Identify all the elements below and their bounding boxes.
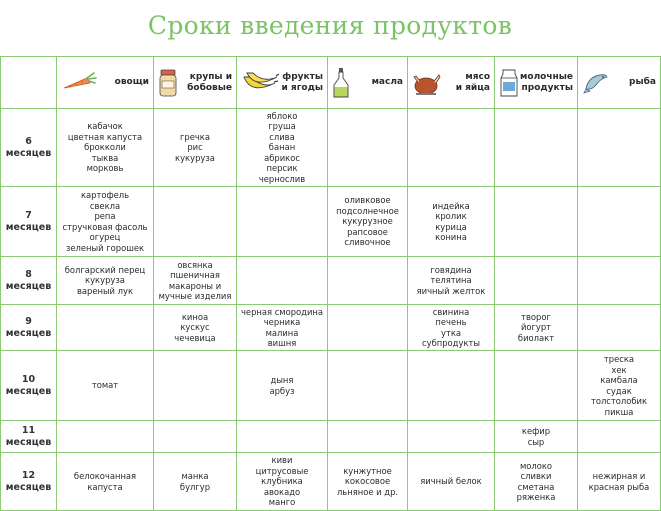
month-label: 6 месяцев <box>1 109 57 187</box>
table-row <box>1 305 661 351</box>
fish-icon <box>582 69 610 97</box>
food-introduction-table <box>0 56 660 508</box>
table-cell <box>495 351 578 421</box>
table-row <box>1 351 661 421</box>
table-cell <box>495 187 578 257</box>
page-title: Сроки введения продуктов <box>147 11 513 40</box>
table-cell: творог йогурт биолакт <box>495 305 578 351</box>
table-cell <box>578 187 661 257</box>
table-cell: черная смородина черника малина вишня <box>237 305 328 351</box>
corner-cell <box>1 57 57 109</box>
table-cell <box>495 109 578 187</box>
table-cell <box>57 421 154 453</box>
banana-icon <box>241 69 281 97</box>
carrot-icon <box>61 70 99 96</box>
table-cell: кабачок цветная капуста брокколи тыква морковь <box>57 109 154 187</box>
table-cell: свинина печень утка субпродукты <box>408 305 495 351</box>
column-label: овощи <box>114 77 149 88</box>
table-cell <box>57 305 154 351</box>
table-cell: молоко сливки сметана ряженка <box>495 453 578 511</box>
month-label: 8 месяцев <box>1 257 57 305</box>
table-cell: нежирная и красная рыба <box>578 453 661 511</box>
table-row <box>1 421 661 453</box>
table-cell: треска хек камбала судак толстолобик пикша <box>578 351 661 421</box>
column-label: крупы и бобовые <box>187 72 232 93</box>
table-row <box>1 109 661 187</box>
table-cell: манка булгур <box>154 453 237 511</box>
column-header-fruits <box>237 57 328 109</box>
table-cell <box>154 421 237 453</box>
table-cell: индейка кролик курица конина <box>408 187 495 257</box>
column-label: масла <box>371 77 403 88</box>
table-cell: овсянка пшеничная макароны и мучные изделия <box>154 257 237 305</box>
table-cell: кефир сыр <box>495 421 578 453</box>
column-header-meat <box>408 57 495 109</box>
poultry-icon <box>412 69 442 97</box>
table-cell <box>408 109 495 187</box>
oil-bottle-icon <box>332 67 350 99</box>
column-label: рыба <box>629 77 656 88</box>
column-header-oils <box>328 57 408 109</box>
table-cell <box>237 421 328 453</box>
table-cell: оливковое подсолнечное кукурузное рапсовое сливочное <box>328 187 408 257</box>
column-header-grains <box>154 57 237 109</box>
table-cell <box>328 351 408 421</box>
table-cell: киви цитрусовые клубника авокадо манго <box>237 453 328 511</box>
table-cell <box>328 257 408 305</box>
table-cell: болгарский перец кукуруза вареный лук <box>57 257 154 305</box>
table-cell: киноа кускус чечевица <box>154 305 237 351</box>
jar-icon <box>158 68 178 98</box>
table-cell: томат <box>57 351 154 421</box>
table-cell: яичный белок <box>408 453 495 511</box>
table-cell: дыня арбуз <box>237 351 328 421</box>
table-row <box>1 453 661 511</box>
table-cell <box>578 257 661 305</box>
table-cell: гречка рис кукуруза <box>154 109 237 187</box>
table-cell <box>328 109 408 187</box>
table-cell <box>154 187 237 257</box>
table-cell <box>328 421 408 453</box>
table-cell: яблоко груша слива банан абрикос персик чернослив <box>237 109 328 187</box>
month-label: 10 месяцев <box>1 351 57 421</box>
table-row <box>1 187 661 257</box>
month-label: 11 месяцев <box>1 421 57 453</box>
table-cell: говядина телятина яичный желток <box>408 257 495 305</box>
month-label: 9 месяцев <box>1 305 57 351</box>
table-cell <box>237 187 328 257</box>
table-cell <box>408 351 495 421</box>
table-cell <box>408 421 495 453</box>
month-label: 12 месяцев <box>1 453 57 511</box>
column-label: мясо и яйца <box>455 72 490 93</box>
table-cell: кунжутное кокосовое льняное и др. <box>328 453 408 511</box>
table-cell <box>578 421 661 453</box>
table-cell <box>237 257 328 305</box>
table-cell: картофель свекла репа стручковая фасоль огурец зеленый горошек <box>57 187 154 257</box>
column-header-vegetables <box>57 57 154 109</box>
table-cell <box>578 109 661 187</box>
table-cell <box>328 305 408 351</box>
column-label: молочные продукты <box>520 72 573 93</box>
table-cell <box>578 305 661 351</box>
table-cell <box>495 257 578 305</box>
milk-carton-icon <box>499 68 519 98</box>
table-cell <box>154 351 237 421</box>
column-header-dairy <box>495 57 578 109</box>
table-cell: белокочанная капуста <box>57 453 154 511</box>
table-row <box>1 257 661 305</box>
column-header-fish <box>578 57 661 109</box>
column-label: фрукты и ягоды <box>281 72 323 93</box>
month-label: 7 месяцев <box>1 187 57 257</box>
